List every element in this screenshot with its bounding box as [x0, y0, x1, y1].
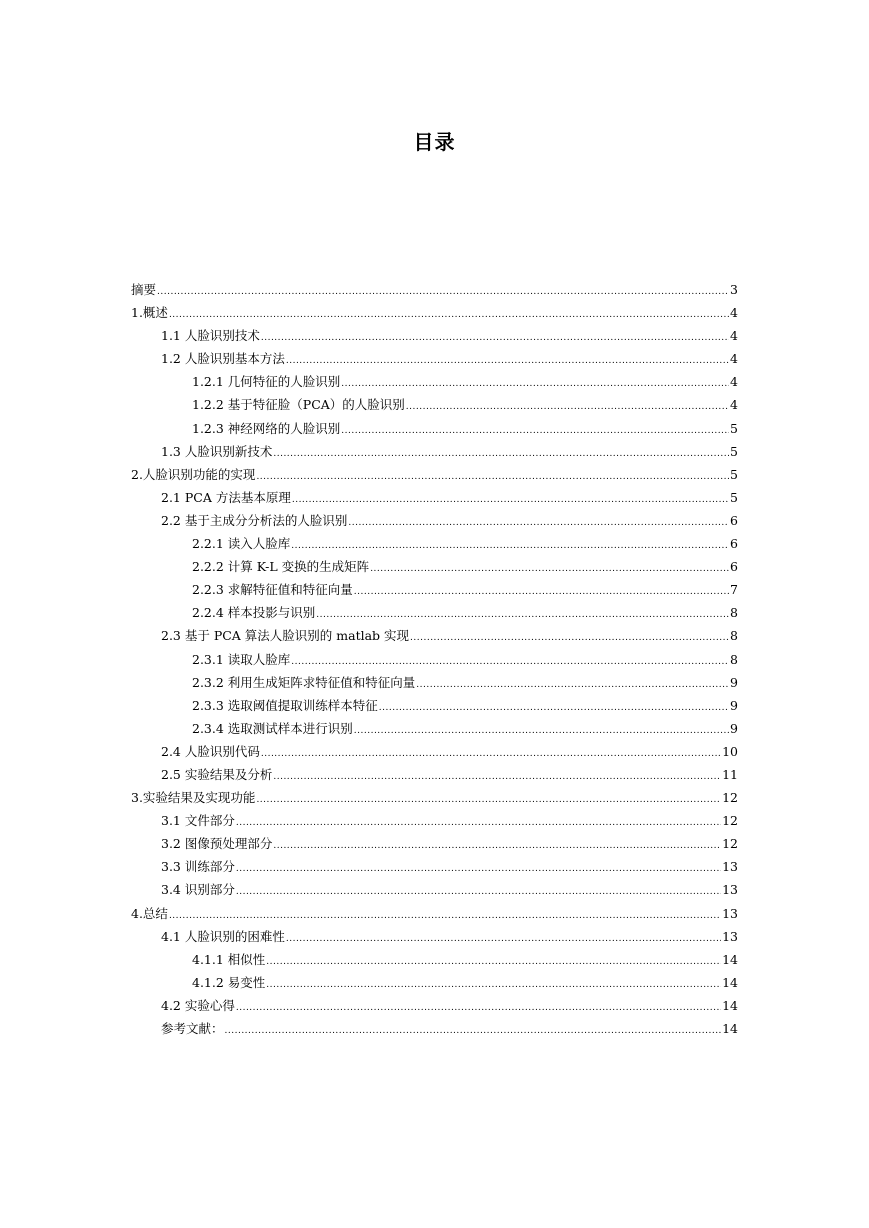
- toc-entry-label: 2.2.3 求解特征值和特征向量: [192, 582, 353, 598]
- toc-entry-page-number: 8: [730, 628, 738, 644]
- toc-entry-page-number: 14: [722, 997, 738, 1013]
- toc-dot-leader: [236, 812, 721, 835]
- toc-entry-label: 2.2.4 样本投影与识别: [192, 605, 316, 621]
- toc-entry-page-number: 8: [730, 605, 738, 621]
- toc-dot-leader: [370, 558, 729, 581]
- toc-entry-label: 2.3.4 选取测试样本进行识别: [192, 720, 353, 736]
- toc-entry[interactable]: [131, 902, 738, 925]
- toc-entry-page-number: 4: [730, 305, 738, 321]
- toc-entry-page-number: 6: [730, 559, 738, 575]
- toc-entry-page-number: 4: [730, 397, 738, 413]
- toc-entry-page-number: 5: [730, 420, 738, 436]
- toc-entry-label: 3.4 识别部分: [161, 882, 235, 898]
- toc-dot-leader: [261, 327, 729, 350]
- toc-dot-leader: [236, 997, 721, 1020]
- toc-entry-label: 4.2 实验心得: [161, 997, 235, 1013]
- toc-entry-page-number: 9: [730, 674, 738, 690]
- toc-entry[interactable]: [131, 347, 738, 370]
- toc-entry[interactable]: [131, 601, 738, 624]
- toc-entry[interactable]: [131, 878, 738, 901]
- toc-entry[interactable]: [131, 786, 738, 809]
- toc-entry[interactable]: [131, 370, 738, 393]
- toc-entry-page-number: 6: [730, 512, 738, 528]
- toc-entry-label: 4.总结: [131, 905, 168, 921]
- toc-entry-page-number: 12: [722, 836, 738, 852]
- toc-entry-label: 2.5 实验结果及分析: [161, 766, 273, 782]
- toc-entry-label: 1.2 人脸识别基本方法: [161, 351, 285, 367]
- toc-entry-page-number: 4: [730, 351, 738, 367]
- toc-entry-label: 1.概述: [131, 305, 168, 321]
- page-title: 目录: [413, 130, 456, 155]
- toc-entry-page-number: 13: [722, 928, 738, 944]
- toc-entry[interactable]: [131, 694, 738, 717]
- toc-dot-leader: [236, 858, 721, 881]
- toc-entry[interactable]: [131, 624, 738, 647]
- toc-entry-label: 1.1 人脸识别技术: [161, 328, 260, 344]
- toc-entry[interactable]: [131, 948, 738, 971]
- toc-dot-leader: [406, 396, 729, 419]
- toc-entry-label: 2.2.2 计算 K-L 变换的生成矩阵: [192, 559, 370, 575]
- toc-entry[interactable]: [131, 393, 738, 416]
- toc-dot-leader: [273, 443, 729, 466]
- toc-dot-leader: [348, 512, 729, 535]
- toc-entry[interactable]: [131, 532, 738, 555]
- toc-dot-leader: [256, 789, 721, 812]
- toc-dot-leader: [266, 974, 721, 997]
- toc-entry-page-number: 3: [730, 282, 738, 297]
- toc-entry-page-number: 4: [730, 328, 738, 344]
- toc-entry-label: 4.1.1 相似性: [192, 951, 266, 967]
- toc-dot-leader: [273, 766, 721, 789]
- toc-entry-label: 4.1.2 易变性: [192, 974, 266, 990]
- toc-entry-page-number: 8: [730, 651, 738, 667]
- toc-entry[interactable]: [131, 463, 738, 486]
- toc-dot-leader: [354, 720, 729, 743]
- toc-entry-page-number: 4: [730, 374, 738, 390]
- toc-dot-leader: [256, 466, 729, 489]
- toc-dot-leader: [292, 489, 729, 512]
- toc-entry[interactable]: [131, 440, 738, 463]
- toc-entry-label: 参考文献：: [161, 1021, 224, 1036]
- toc-dot-leader: [261, 743, 721, 766]
- toc-entry-page-number: 11: [722, 766, 738, 782]
- toc-entry-page-number: 5: [730, 466, 738, 482]
- toc-entry-label: 2.3.2 利用生成矩阵求特征值和特征向量: [192, 674, 416, 690]
- toc-dot-leader: [157, 281, 729, 304]
- toc-dot-leader: [416, 674, 729, 697]
- toc-entry-page-number: 7: [730, 582, 738, 598]
- toc-entry[interactable]: [131, 648, 738, 671]
- toc-dot-leader: [286, 350, 729, 373]
- toc-dot-leader: [225, 1020, 722, 1043]
- toc-entry-label: 1.3 人脸识别新技术: [161, 443, 273, 459]
- toc-entry-page-number: 6: [730, 536, 738, 552]
- toc-entry[interactable]: [131, 509, 738, 532]
- toc-entry-label: 3.3 训练部分: [161, 859, 235, 875]
- toc-entry-page-number: 13: [722, 882, 738, 898]
- toc-entry-label: 1.2.1 几何特征的人脸识别: [192, 374, 341, 390]
- toc-entry-page-number: 12: [722, 813, 738, 829]
- toc-entry[interactable]: [131, 740, 738, 763]
- toc-entry-label: 2.3 基于 PCA 算法人脸识别的 matlab 实现: [161, 628, 410, 644]
- toc-entry-label: 2.2.1 读入人脸库: [192, 536, 291, 552]
- toc-dot-leader: [266, 951, 721, 974]
- toc-entry-page-number: 14: [722, 1021, 738, 1036]
- toc-entry[interactable]: [131, 417, 738, 440]
- toc-entry-label: 2.3.1 读取人脸库: [192, 651, 291, 667]
- toc-entry-label: 2.4 人脸识别代码: [161, 743, 260, 759]
- toc-entry-page-number: 5: [730, 489, 738, 505]
- toc-dot-leader: [354, 581, 729, 604]
- toc-dot-leader: [273, 835, 721, 858]
- toc-dot-leader: [379, 697, 729, 720]
- toc-entry-label: 2.2 基于主成分分析法的人脸识别: [161, 512, 348, 528]
- toc-entry[interactable]: [131, 717, 738, 740]
- toc-entry[interactable]: [131, 994, 738, 1017]
- toc-entry-page-number: 5: [730, 443, 738, 459]
- toc-entry[interactable]: [131, 832, 738, 855]
- toc-entry-page-number: 9: [730, 720, 738, 736]
- toc-entry-page-number: 14: [722, 951, 738, 967]
- toc-entry-label: 2.1 PCA 方法基本原理: [161, 489, 291, 505]
- toc-entry-label: 3.实验结果及实现功能: [131, 790, 256, 806]
- toc-entry-page-number: 14: [722, 974, 738, 990]
- toc-dot-leader: [286, 928, 721, 951]
- toc-entry-label: 4.1 人脸识别的困难性: [161, 928, 285, 944]
- toc-entry[interactable]: [131, 971, 738, 994]
- toc-entry-label: 2.人脸识别功能的实现: [131, 466, 256, 482]
- toc-entry-page-number: 13: [722, 905, 738, 921]
- toc-entry-page-number: 9: [730, 697, 738, 713]
- toc-entry-page-number: 10: [722, 743, 738, 759]
- toc-entry[interactable]: [131, 278, 738, 301]
- toc-entry-label: 1.2.3 神经网络的人脸识别: [192, 420, 341, 436]
- toc-entry[interactable]: [131, 763, 738, 786]
- toc-dot-leader: [341, 420, 729, 443]
- toc-entry[interactable]: [131, 578, 738, 601]
- toc-entry-label: 3.2 图像预处理部分: [161, 836, 273, 852]
- table-of-contents: [131, 278, 738, 1040]
- toc-entry[interactable]: [131, 671, 738, 694]
- toc-entry[interactable]: [131, 1017, 738, 1040]
- toc-entry-label: 摘要: [131, 282, 157, 297]
- toc-entry[interactable]: [131, 555, 738, 578]
- toc-entry-label: 1.2.2 基于特征脸（PCA）的人脸识别: [192, 397, 405, 413]
- toc-dot-leader: [236, 881, 721, 904]
- toc-entry-label: 3.1 文件部分: [161, 813, 235, 829]
- toc-entry-page-number: 12: [722, 790, 738, 806]
- toc-entry[interactable]: [131, 925, 738, 948]
- toc-dot-leader: [410, 627, 729, 650]
- toc-entry[interactable]: [131, 301, 738, 324]
- toc-entry[interactable]: [131, 486, 738, 509]
- toc-entry-label: 2.3.3 选取阈值提取训练样本特征: [192, 697, 378, 713]
- toc-entry-page-number: 13: [722, 859, 738, 875]
- toc-entry[interactable]: [131, 324, 738, 347]
- toc-entry[interactable]: [131, 855, 738, 878]
- toc-entry[interactable]: [131, 809, 738, 832]
